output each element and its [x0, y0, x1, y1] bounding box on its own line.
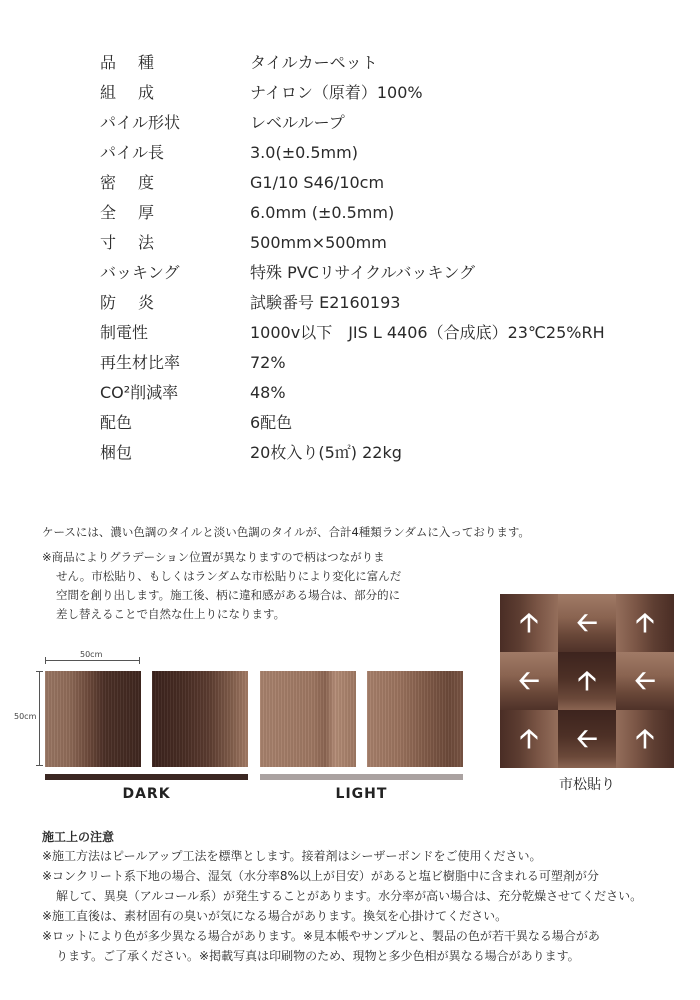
- light-tile-sample-2: [367, 671, 463, 767]
- spec-label: バッキング: [100, 263, 180, 282]
- dark-tile-sample-2: [152, 671, 248, 767]
- checker-tile: [616, 594, 674, 652]
- spec-value: 6.0mm (±0.5mm): [250, 203, 395, 222]
- spec-value: G1/10 S46/10cm: [250, 173, 385, 192]
- spec-label: 組成: [100, 83, 177, 102]
- spec-value: タイルカーペット: [250, 53, 378, 72]
- checker-tile: [500, 710, 558, 768]
- spec-row-size: [100, 228, 690, 258]
- dark-group-label: DARK: [122, 786, 171, 802]
- light-group-label: LIGHT: [335, 786, 388, 802]
- note-line: 差し替えることで自然な仕上りになります。: [56, 607, 286, 621]
- spec-row-density: [100, 168, 690, 198]
- spec-row-backing: [100, 258, 690, 288]
- spec-label: 寸法: [100, 233, 177, 252]
- spec-row-flame: [100, 288, 690, 318]
- spec-label: 梱包: [100, 443, 133, 462]
- spec-row-pile-length: [100, 138, 690, 168]
- caution-line: ります。ご了承ください。※掲載写真は印刷物のため、現物と多少色相が異なる場合があります。: [56, 949, 580, 963]
- spec-label: 再生材比率: [100, 353, 181, 372]
- spec-row-colorways: [100, 408, 690, 438]
- caution-line: 解して、異臭（アルコール系）が発生することがあります。水分率が高い場合は、充分乾燥させてください。: [56, 889, 643, 903]
- arrow-left-icon: 🡠: [634, 666, 656, 696]
- width-dimension-label: 50cm: [80, 650, 103, 659]
- dark-tile-sample-1: [45, 671, 141, 767]
- spec-value: 特殊 PVCリサイクルバッキング: [250, 263, 476, 282]
- spec-value: レベルループ: [250, 113, 345, 132]
- checker-tile: [500, 652, 558, 710]
- spec-row-co2: [100, 378, 690, 408]
- spec-row-pile-shape: [100, 108, 690, 138]
- arrow-left-icon: 🡠: [576, 724, 598, 754]
- gradation-note: [42, 548, 474, 624]
- caution-title: 施工上の注意: [42, 830, 115, 844]
- light-group-bar: [260, 774, 463, 780]
- spec-row-thickness: [100, 198, 690, 228]
- spec-row-antistatic: [100, 318, 690, 348]
- caution-line: ※コンクリート系下地の場合、湿気（水分率8%以上が目安）があると塩ビ樹脂中に含まれる可塑剤が分: [42, 869, 599, 883]
- dark-group-bar: [45, 774, 248, 780]
- arrow-left-icon: 🡠: [576, 608, 598, 638]
- width-dimension-line: [45, 660, 140, 661]
- spec-value: 1000v以下 JIS L 4406（合成底）23℃25%RH: [250, 323, 605, 342]
- arrow-up-icon: 🡡: [577, 666, 597, 696]
- spec-value: 20枚入り(5㎡) 22kg: [250, 443, 402, 462]
- spec-label: パイル形状: [100, 113, 181, 132]
- checker-tile: [558, 652, 616, 710]
- spec-row-composition: [100, 78, 690, 108]
- arrow-up-icon: 🡡: [635, 724, 655, 754]
- spec-label: 制電性: [100, 323, 149, 342]
- arrow-up-icon: 🡡: [519, 724, 539, 754]
- spec-value: 3.0(±0.5mm): [250, 143, 358, 162]
- arrow-up-icon: 🡡: [635, 608, 655, 638]
- spec-row-type: [100, 48, 690, 78]
- note-line: せん。市松貼り、もしくはランダムな市松貼りにより変化に富んだ: [56, 569, 402, 583]
- spec-value: 48%: [250, 383, 286, 402]
- spec-value: 試験番号 E2160193: [250, 293, 401, 312]
- checkerboard-layout-image: [500, 594, 674, 768]
- checker-tile: [558, 594, 616, 652]
- caution-line: ※施工方法はピールアップ工法を標準とします。接着剤はシーザーボンドをご使用ください。: [42, 849, 542, 863]
- spec-row-recycled-ratio: [100, 348, 690, 378]
- checker-tile: [500, 594, 558, 652]
- spec-label: 配色: [100, 413, 133, 432]
- spec-label: 防炎: [100, 293, 177, 312]
- spec-label: 全厚: [100, 203, 177, 222]
- arrow-up-icon: 🡡: [519, 608, 539, 638]
- caution-line: ※施工直後は、素材固有の臭いが気になる場合があります。換気を心掛けてください。: [42, 909, 508, 923]
- spec-label: 密度: [100, 173, 177, 192]
- spec-row-packing: [100, 438, 690, 468]
- caution-notes: [42, 846, 692, 966]
- note-line: 空間を創り出します。施工後、柄に違和感がある場合は、部分的に: [56, 588, 401, 602]
- arrow-left-icon: 🡠: [518, 666, 540, 696]
- caution-line: ※ロットにより色が多少異なる場合があります。※見本帳やサンプルと、製品の色が若干異なる場合があ: [42, 929, 600, 943]
- checker-tile: [558, 710, 616, 768]
- light-tile-sample-1: [260, 671, 356, 767]
- checker-tile: [616, 710, 674, 768]
- spec-value: ナイロン（原着）100%: [250, 83, 423, 102]
- spec-label: CO²削減率: [100, 383, 179, 402]
- checker-tile: [616, 652, 674, 710]
- spec-value: 72%: [250, 353, 286, 372]
- spec-table: [100, 48, 690, 468]
- spec-label: パイル長: [100, 143, 165, 162]
- case-note: ケースには、濃い色調のタイルと淡い色調のタイルが、合計4種類ランダムに入っております。: [42, 525, 530, 539]
- note-line: ※商品によりグラデーション位置が異なりますので柄はつながりま: [42, 550, 385, 564]
- height-dimension-line: [39, 671, 40, 766]
- spec-value: 500mm×500mm: [250, 233, 387, 252]
- spec-label: 品種: [100, 53, 177, 72]
- checkerboard-label: 市松貼り: [559, 777, 615, 793]
- spec-value: 6配色: [250, 413, 293, 432]
- height-dimension-label: 50cm: [14, 712, 37, 721]
